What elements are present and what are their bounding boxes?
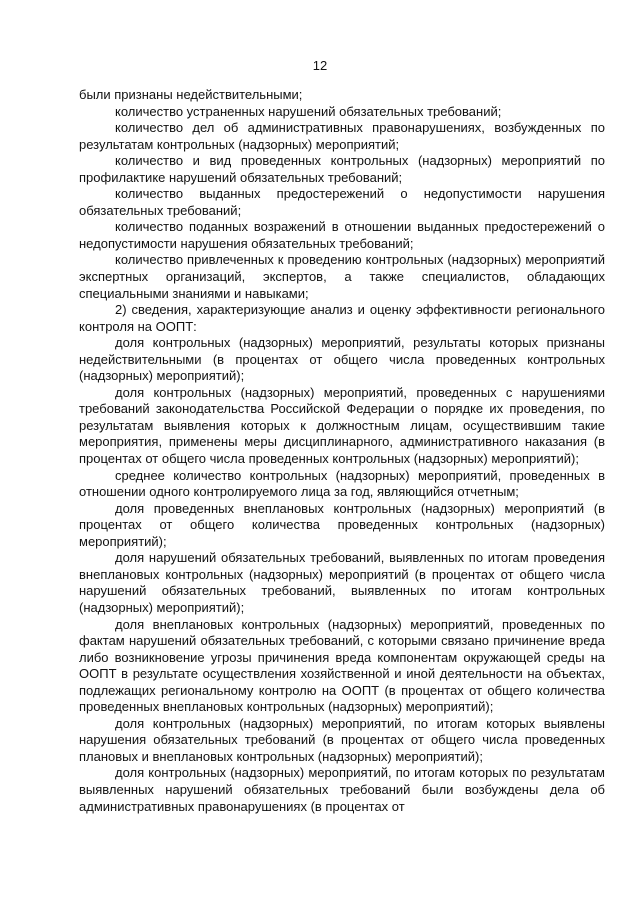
paragraph-violations-found-share: доля контрольных (надзорных) мероприятий, по итогам которых выявлены нарушения обязательных требований (в процентах от общего числа проведенных плановых и внеплановых контрольных (надзорных) мероприятий); [79, 715, 605, 764]
paragraph-invalid-results-share: доля контрольных (надзорных) мероприятий, результаты которых признаны недействительными (в процентах от общего числа проведенных контрольных (надзорных) мероприятий); [79, 335, 605, 384]
paragraph-prevention-measures: количество и вид проведенных контрольных (надзорных) мероприятий по профилактике нарушений обязательных требований; [79, 153, 605, 185]
paragraph-objections-filed: количество поданных возражений в отношении выданных предостережений о недопустимости нарушения обязательных требований; [79, 219, 605, 251]
page-number: 12 [312, 58, 328, 73]
document-body [79, 87, 605, 815]
paragraph-administrative-cases: количество дел об административных правонарушениях, возбужденных по результатам контрольных (надзорных) мероприятий; [79, 120, 605, 152]
paragraph-experts-involved: количество привлеченных к проведению контрольных (надзорных) мероприятий экспертных организаций, экспертов, а также специалистов, обладающих специальными знаниями и навыками; [79, 252, 605, 301]
paragraph-procedural-violations-share: доля контрольных (надзорных) мероприятий, проведенных с нарушениями требований законодательства Российской Федерации о порядке их проведения, по результатам выявления которых к должностным лицам, осуществившим такие мероприятия, применены меры дисциплинарного, административного наказания (в процентах от общего числа проведенных контрольных (надзорных) мероприятий); [79, 384, 605, 467]
paragraph-continuation: были признаны недействительными; [79, 87, 303, 102]
paragraph-unscheduled-violations-share: доля нарушений обязательных требований, выявленных по итогам проведения внеплановых контрольных (надзорных) мероприятий (в процентах от общего числа нарушений обязательных требований, выявленных по итогам контрольных (надзорных) мероприятий); [79, 550, 605, 615]
paragraph-section-2-heading: 2) сведения, характеризующие анализ и оценку эффективности регионального контроля на ООПТ: [79, 302, 605, 334]
paragraph-warnings-issued: количество выданных предостережений о недопустимости нарушения обязательных требований; [79, 186, 605, 218]
paragraph-unscheduled-share: доля проведенных внеплановых контрольных (надзорных) мероприятий (в процентах от общего количества проведенных контрольных (надзорных) мероприятий); [79, 500, 605, 549]
paragraph-average-measures: среднее количество контрольных (надзорных) мероприятий, проведенных в отношении одного контролируемого лица за год, являющийся отчетным; [79, 467, 605, 500]
paragraph-harm-related-share: доля внеплановых контрольных (надзорных) мероприятий, проведенных по фактам нарушений обязательных требований, с которыми связано причинение вреда либо возникновение угрозы причинения вреда компонентам окружающей среды на ООПТ в результате осуществления хозяйственной и иной деятельности на объектах, подлежащих региональному контролю на ООПТ (в процентах от общего количества проведенных внеплановых контрольных (надзорных) мероприятий); [79, 616, 605, 715]
paragraph-eliminated-violations: количество устраненных нарушений обязательных требований; [115, 103, 502, 119]
paragraph-cases-initiated-share: доля контрольных (надзорных) мероприятий, по итогам которых по результатам выявленных нарушений обязательных требований были возбуждены дела об административных правонарушениях (в процентах от [79, 765, 605, 814]
